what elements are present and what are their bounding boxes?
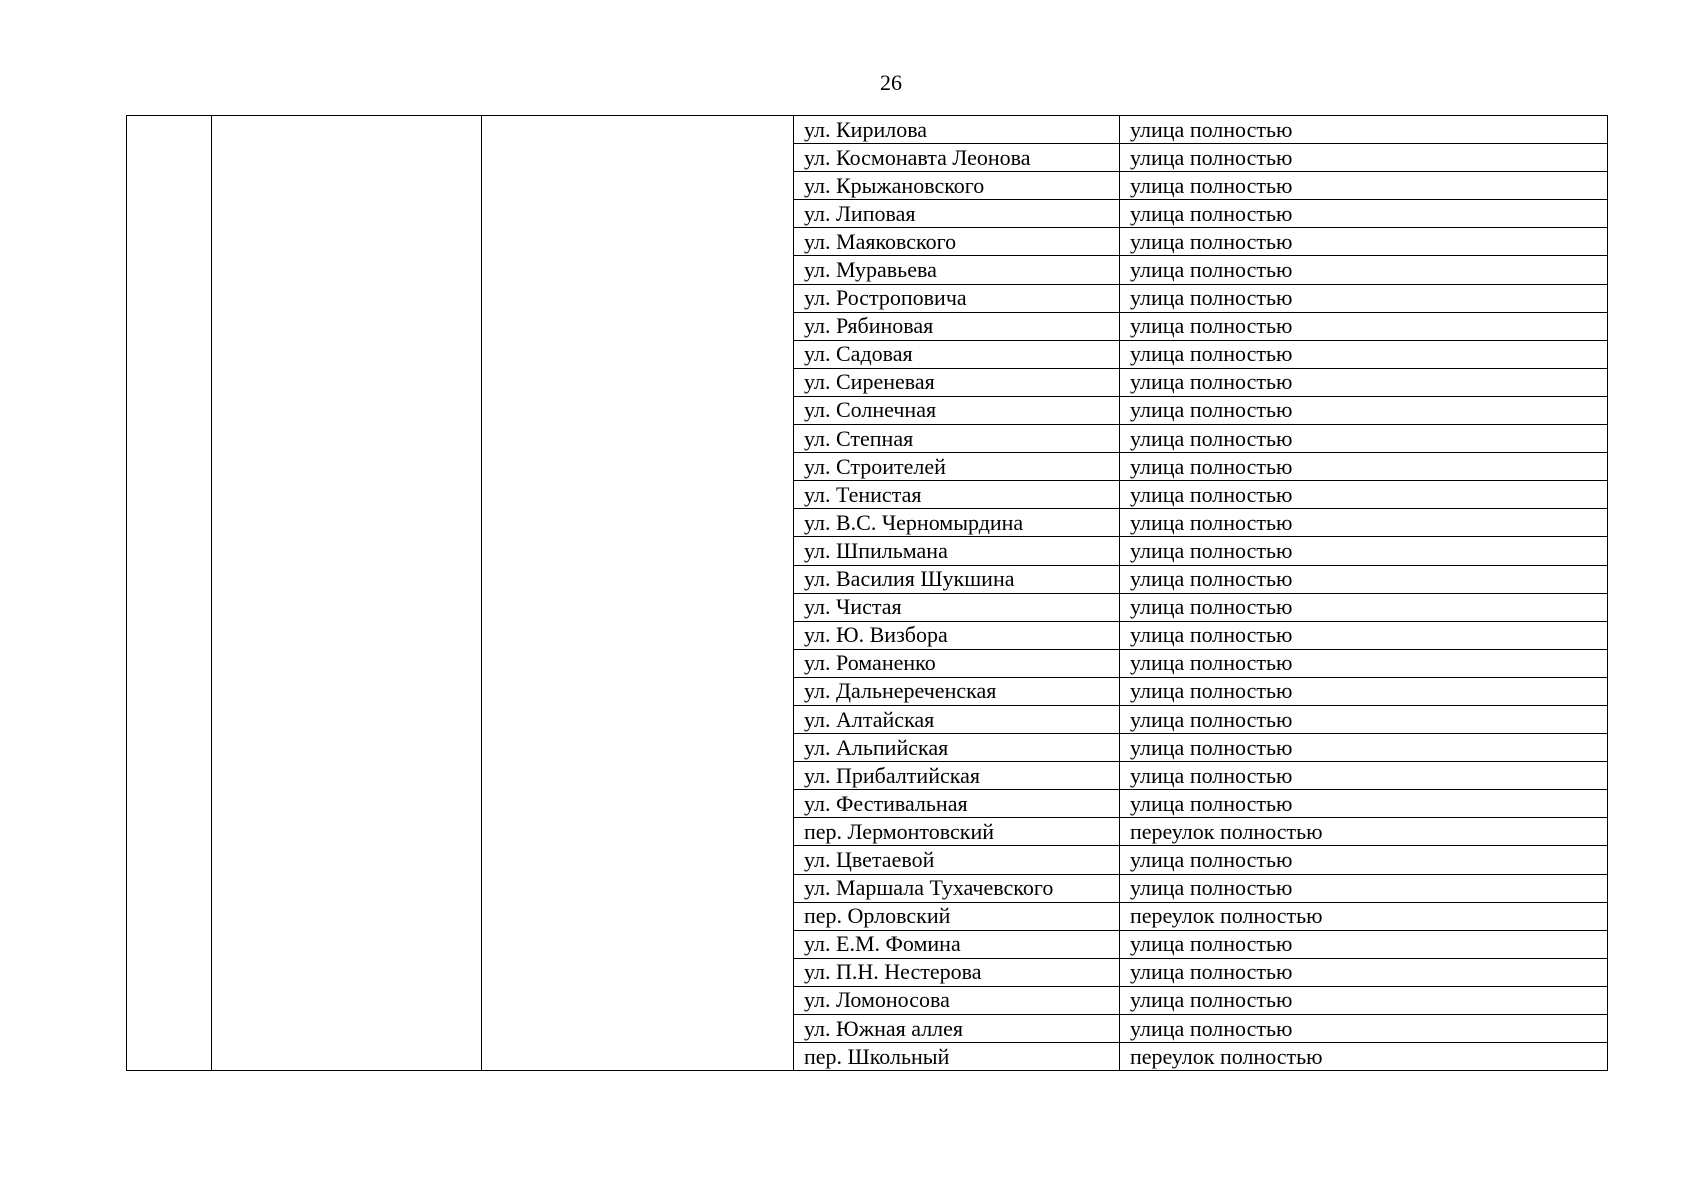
street-extent-cell: улица полностью [1120,312,1608,340]
street-extent-cell: улица полностью [1120,396,1608,424]
street-extent-cell: улица полностью [1120,284,1608,312]
street-name-cell: ул. Прибалтийская [794,762,1120,790]
street-extent-cell: улица полностью [1120,116,1608,144]
street-name-cell: ул. Ю. Визбора [794,621,1120,649]
street-name-cell: ул. Космонавта Леонова [794,144,1120,172]
street-name-cell: ул. Кирилова [794,116,1120,144]
street-name-cell: ул. Южная аллея [794,1015,1120,1043]
street-name-cell: ул. Строителей [794,453,1120,481]
street-extent-cell: улица полностью [1120,790,1608,818]
street-name-cell: ул. Садовая [794,340,1120,368]
page-number: 26 [880,70,902,95]
street-name-cell: ул. Ростроповича [794,284,1120,312]
street-extent-cell: улица полностью [1120,425,1608,453]
street-extent-cell: улица полностью [1120,958,1608,986]
street-extent-cell: улица полностью [1120,649,1608,677]
street-extent-cell: улица полностью [1120,621,1608,649]
table-row [127,116,1608,144]
street-name-cell: ул. Рябиновая [794,312,1120,340]
street-extent-cell: улица полностью [1120,565,1608,593]
street-name-cell: ул. Степная [794,425,1120,453]
street-name-cell: ул. Чистая [794,593,1120,621]
street-extent-cell: улица полностью [1120,481,1608,509]
street-extent-cell: улица полностью [1120,593,1608,621]
street-name-cell: пер. Орловский [794,902,1120,930]
street-extent-cell: улица полностью [1120,144,1608,172]
street-extent-cell: улица полностью [1120,734,1608,762]
street-extent-cell: улица полностью [1120,677,1608,705]
street-name-cell: пер. Лермонтовский [794,818,1120,846]
street-name-cell: ул. Тенистая [794,481,1120,509]
empty-cell-col-3 [482,116,794,1071]
street-name-cell: ул. Дальнереченская [794,677,1120,705]
street-name-cell: ул. Маяковского [794,228,1120,256]
street-name-cell: ул. Шпильмана [794,537,1120,565]
street-name-cell: ул. П.Н. Нестерова [794,958,1120,986]
street-extent-cell: улица полностью [1120,509,1608,537]
street-extent-cell: переулок полностью [1120,818,1608,846]
empty-cell-col-1 [127,116,212,1071]
street-extent-cell: улица полностью [1120,200,1608,228]
empty-cell-col-2 [212,116,482,1071]
street-extent-cell: улица полностью [1120,172,1608,200]
street-name-cell: ул. Василия Шукшина [794,565,1120,593]
street-extent-cell: улица полностью [1120,1015,1608,1043]
street-extent-cell: улица полностью [1120,537,1608,565]
street-name-cell: ул. Цветаевой [794,846,1120,874]
street-extent-cell: улица полностью [1120,986,1608,1014]
street-name-cell: ул. Альпийская [794,734,1120,762]
street-name-cell: ул. Ломоносова [794,986,1120,1014]
street-name-cell: ул. Солнечная [794,396,1120,424]
street-name-cell: пер. Школьный [794,1043,1120,1071]
street-name-cell: ул. Алтайская [794,705,1120,733]
street-table [126,115,1608,1071]
street-name-cell: ул. Муравьева [794,256,1120,284]
street-extent-cell: улица полностью [1120,705,1608,733]
street-extent-cell: улица полностью [1120,340,1608,368]
street-name-cell: ул. Романенко [794,649,1120,677]
street-extent-cell: улица полностью [1120,228,1608,256]
street-extent-cell: переулок полностью [1120,1043,1608,1071]
street-extent-cell: переулок полностью [1120,902,1608,930]
street-extent-cell: улица полностью [1120,930,1608,958]
street-name-cell: ул. Маршала Тухачевского [794,874,1120,902]
street-extent-cell: улица полностью [1120,762,1608,790]
street-extent-cell: улица полностью [1120,256,1608,284]
street-extent-cell: улица полностью [1120,874,1608,902]
street-name-cell: ул. Е.М. Фомина [794,930,1120,958]
street-extent-cell: улица полностью [1120,453,1608,481]
street-name-cell: ул. Липовая [794,200,1120,228]
street-name-cell: ул. Крыжановского [794,172,1120,200]
street-extent-cell: улица полностью [1120,846,1608,874]
street-name-cell: ул. Фестивальная [794,790,1120,818]
street-name-cell: ул. Сиреневая [794,368,1120,396]
street-table-body [127,116,1608,1071]
street-extent-cell: улица полностью [1120,368,1608,396]
street-name-cell: ул. В.С. Черномырдина [794,509,1120,537]
